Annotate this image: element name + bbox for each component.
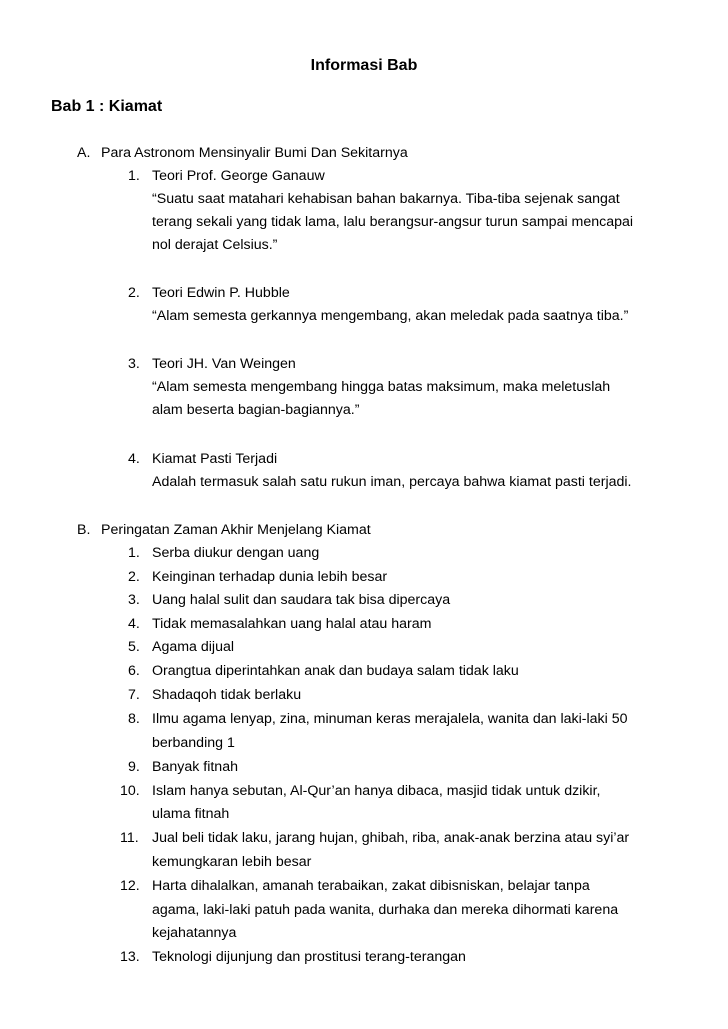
b-item-text: Harta dihalalkan, amanah terabaikan, zakat dibisniskan, belajar tanpa	[152, 878, 590, 894]
b-item-text: Serba diukur dengan uang	[152, 545, 320, 561]
b-item-text: Uang halal sulit dan saudara tak bisa dipercaya	[152, 592, 451, 608]
a-item-4-marker: 4.	[128, 451, 140, 467]
b-item-marker: 5.	[128, 639, 140, 655]
a-item-1-marker: 1.	[128, 168, 140, 184]
b-item-text: Banyak fitnah	[152, 759, 238, 775]
b-item-marker: 9.	[128, 759, 140, 775]
b-item-text: kejahatannya	[152, 925, 237, 941]
b-item-marker: 6.	[128, 663, 140, 679]
a-item-1-text: nol derajat Celsius.”	[152, 237, 278, 253]
a-item-1-text: “Suatu saat matahari kehabisan bahan bakarnya. Tiba-tiba sejenak sangat	[152, 191, 620, 207]
a-item-4-text: Adalah termasuk salah satu rukun iman, percaya bahwa kiamat pasti terjadi.	[152, 474, 632, 490]
b-item-text: Islam hanya sebutan, Al-Qur’an hanya dibaca, masjid tidak untuk dzikir,	[152, 783, 601, 799]
b-item-text: kemungkaran lebih besar	[152, 854, 312, 870]
b-item-text: Teknologi dijunjung dan prostitusi terang-terangan	[152, 949, 466, 965]
b-item-marker: 8.	[128, 711, 140, 727]
b-item-marker: 4.	[128, 616, 140, 632]
section-a-heading: Para Astronom Mensinyalir Bumi Dan Sekitarnya	[101, 145, 408, 161]
a-item-3-text: “Alam semesta mengembang hingga batas maksimum, maka meletuslah	[152, 379, 611, 395]
a-item-1-title: Teori Prof. George Ganauw	[152, 168, 325, 184]
b-item-marker: 12.	[120, 878, 140, 894]
b-item-marker: 1.	[128, 545, 140, 561]
b-item-text: ulama fitnah	[152, 806, 230, 822]
a-item-3-title: Teori JH. Van Weingen	[152, 356, 296, 372]
a-item-3-marker: 3.	[128, 356, 140, 372]
b-item-text: Agama dijual	[152, 639, 235, 655]
section-a-marker: A.	[77, 145, 91, 161]
a-item-1-text: terang sekali yang tidak lama, lalu berangsur-angsur turun sampai mencapai	[152, 214, 634, 230]
section-b-heading: Peringatan Zaman Akhir Menjelang Kiamat	[101, 522, 371, 538]
a-item-3-text: alam beserta bagian-bagiannya.”	[152, 402, 360, 418]
page-title: Informasi Bab	[310, 57, 418, 74]
a-item-4-title: Kiamat Pasti Terjadi	[152, 451, 278, 467]
chapter-heading: Bab 1 : Kiamat	[51, 98, 163, 115]
b-item-text: berbanding 1	[152, 735, 235, 751]
b-item-marker: 3.	[128, 592, 140, 608]
a-item-2-text: “Alam semesta gerkannya mengembang, akan meledak pada saatnya tiba.”	[152, 308, 629, 324]
b-item-text: Tidak memasalahkan uang halal atau haram	[152, 616, 432, 632]
b-item-marker: 10.	[120, 783, 140, 799]
b-item-text: Ilmu agama lenyap, zina, minuman keras merajalela, wanita dan laki-laki 50	[152, 711, 628, 727]
b-item-text: Shadaqoh tidak berlaku	[152, 687, 302, 703]
b-item-marker: 2.	[128, 569, 140, 585]
a-item-2-title: Teori Edwin P. Hubble	[152, 285, 290, 301]
b-item-text: agama, laki-laki patuh pada wanita, durhaka dan mereka dihormati karena	[152, 902, 619, 918]
b-item-marker: 11.	[120, 830, 139, 846]
b-item-text: Jual beli tidak laku, jarang hujan, ghibah, riba, anak-anak berzina atau syi’ar	[152, 830, 630, 846]
a-item-2-marker: 2.	[128, 285, 140, 301]
b-item-marker: 13.	[120, 949, 140, 965]
section-b-marker: B.	[77, 522, 91, 538]
b-item-marker: 7.	[128, 687, 140, 703]
b-item-text: Orangtua diperintahkan anak dan budaya salam tidak laku	[152, 663, 519, 679]
b-item-text: Keinginan terhadap dunia lebih besar	[152, 569, 388, 585]
